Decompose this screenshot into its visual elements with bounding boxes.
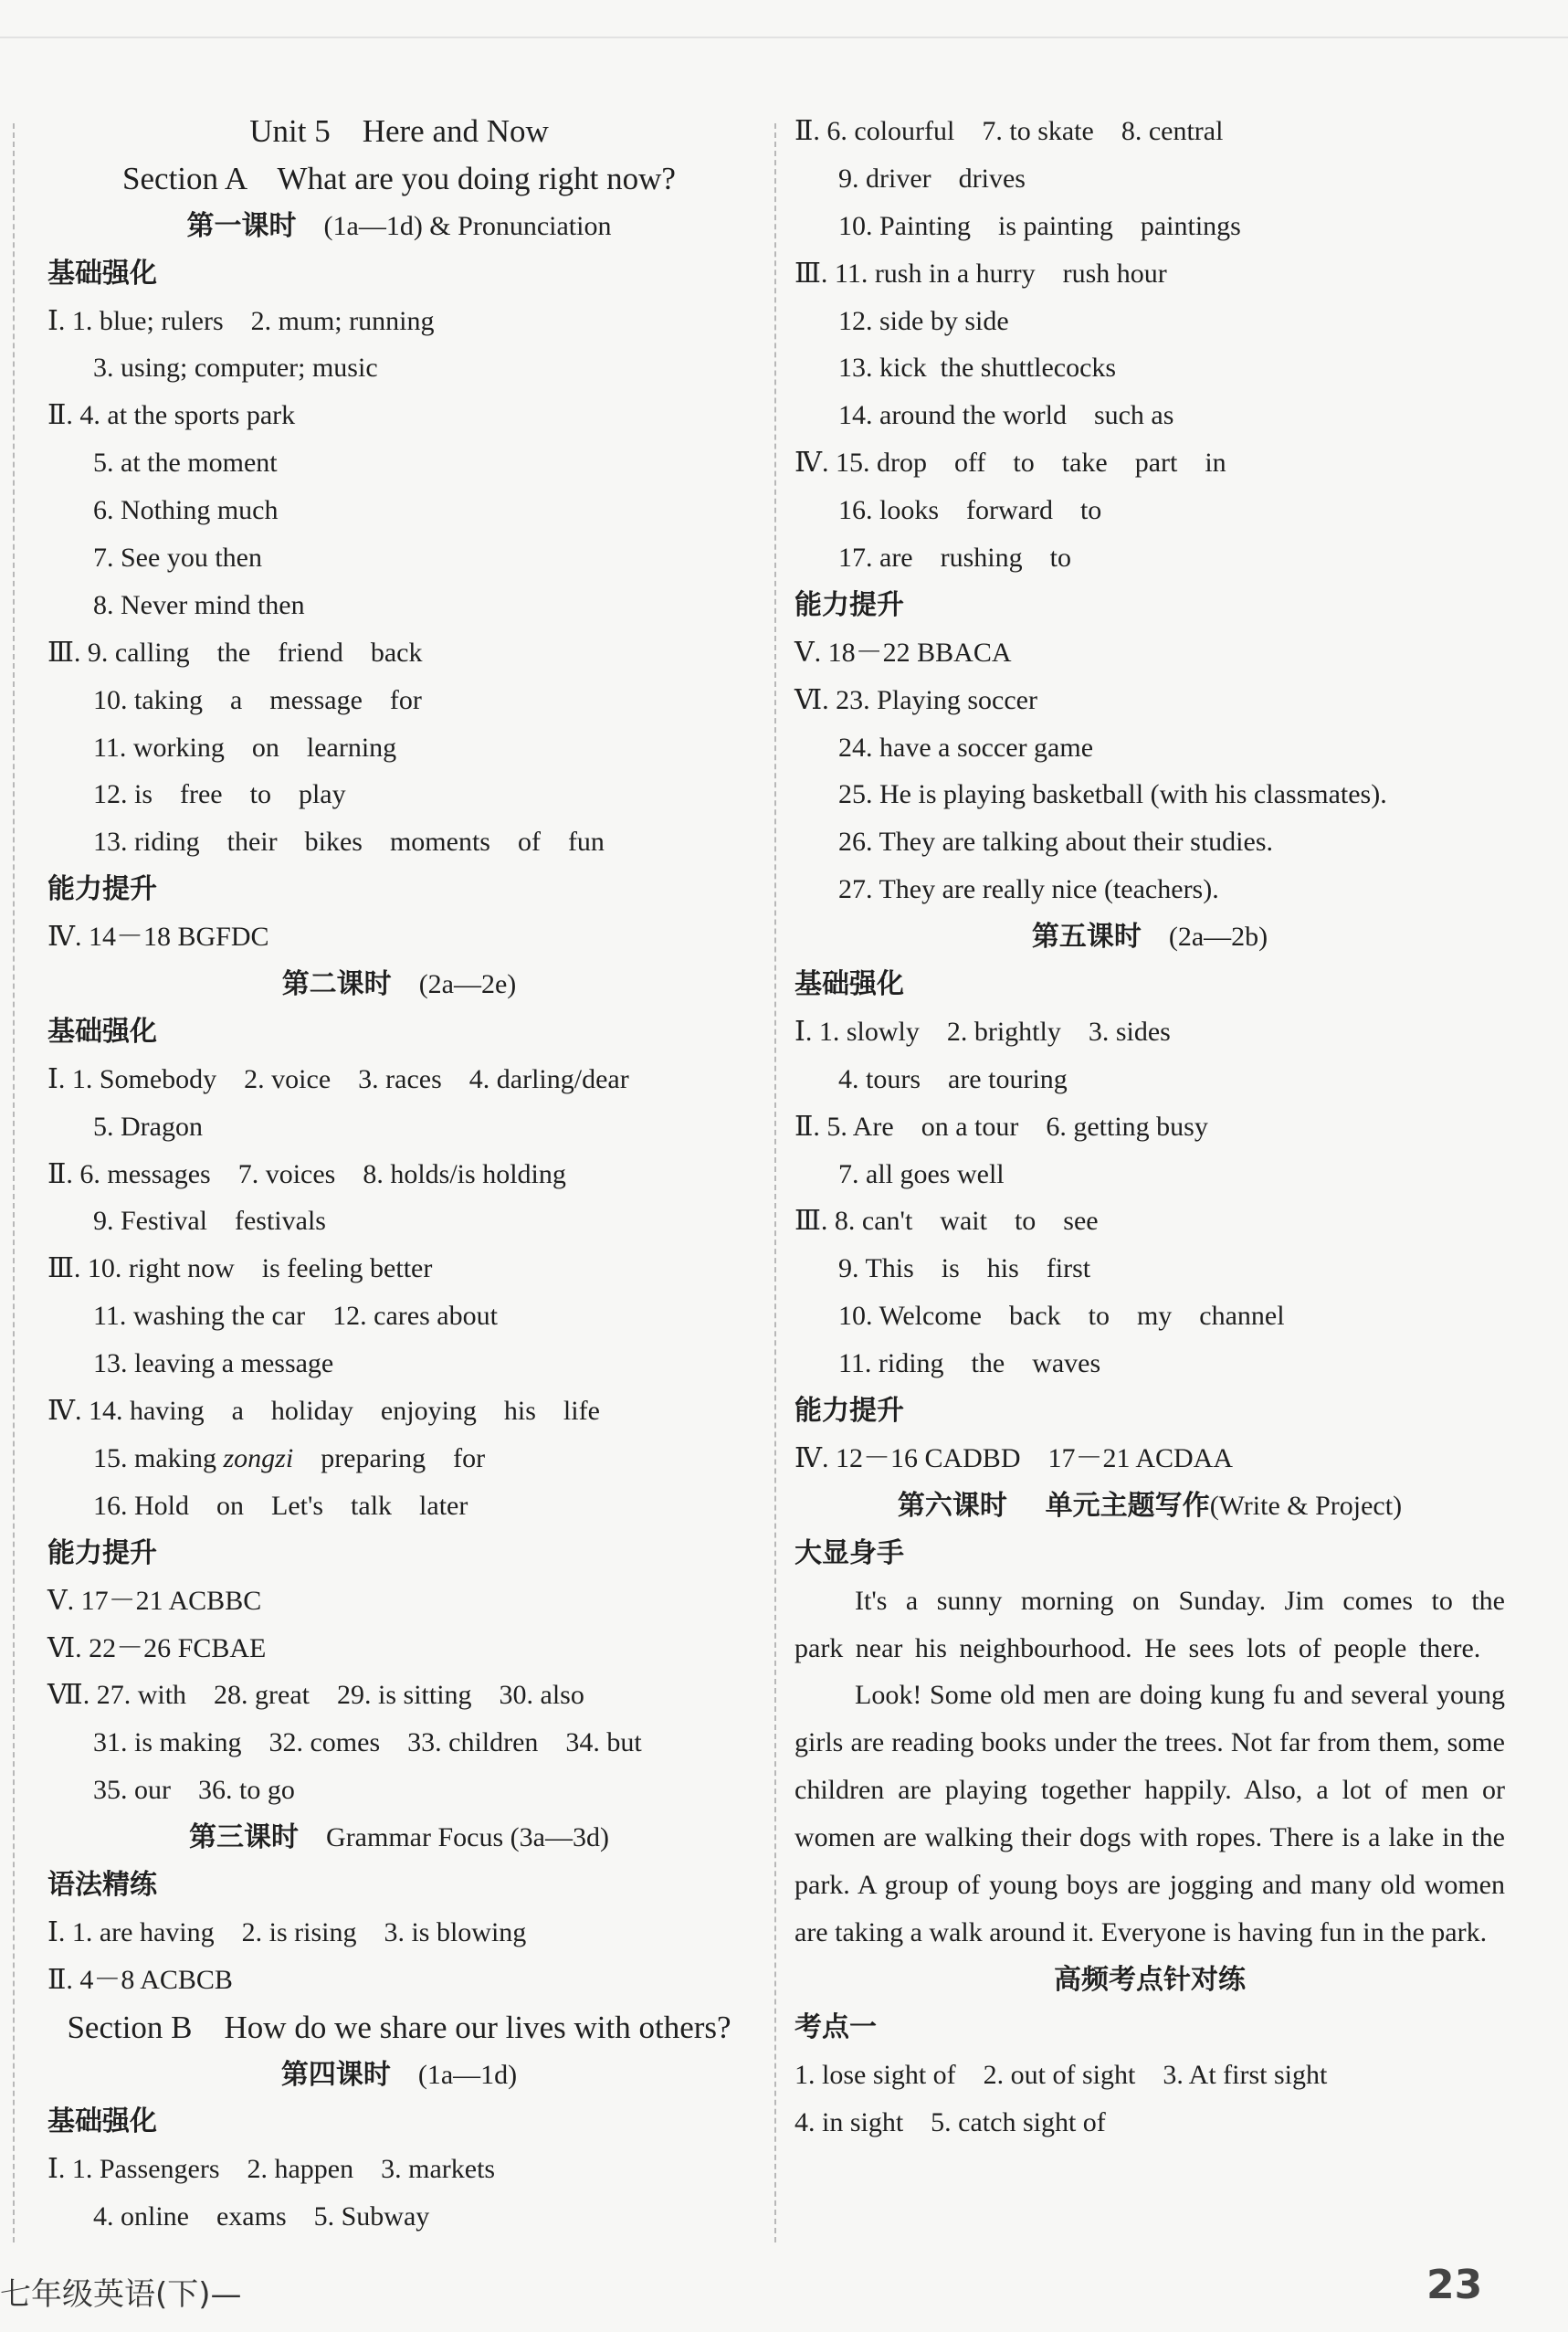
answer-line: 24. have a soccer game — [838, 732, 1094, 763]
answer-line: 13. riding their bikes moments of fun — [93, 827, 605, 858]
answer-line: 35. our 36. to go — [93, 1775, 295, 1806]
answer-line: 27. They are really nice (teachers). — [838, 874, 1219, 905]
answer-line: Ⅳ. 15. drop off to take part in — [795, 448, 1226, 479]
answer-line: Ⅲ. 11. rush in a hurry rush hour — [795, 258, 1167, 289]
answer-line: Ⅳ. 12－16 CADBD 17－21 ACDAA — [795, 1442, 1233, 1473]
answer-line: Ⅰ. 1. blue; rulers 2. mum; running — [47, 305, 435, 336]
answer-line: Ⅶ. 27. with 28. great 29. is sitting 30. also — [47, 1680, 584, 1711]
answer-line: Ⅰ. 1. are having 2. is rising 3. is blowing — [47, 1916, 527, 1947]
answer-line: 7. all goes well — [838, 1158, 1005, 1189]
lesson-3-label: 第三课时 — [189, 1821, 300, 1854]
answer-line: Ⅰ. 1. Passengers 2. happen 3. markets — [47, 2154, 496, 2185]
lesson-4-heading — [47, 2052, 751, 2099]
right-column — [795, 108, 1505, 2146]
answer-line: 9. driver drives — [838, 163, 1026, 194]
answer-line: 11. working on learning — [93, 732, 397, 763]
answer-line: Ⅳ. 14. having a holiday enjoying his life — [47, 1396, 600, 1427]
answer-line: Ⅲ. 9. calling the friend back — [47, 637, 423, 668]
left-column — [47, 108, 751, 2241]
answer-line: 16. looks forward to — [838, 495, 1102, 526]
answer-italic-word: zongzi — [223, 1442, 294, 1473]
answer-line: 10. Welcome back to my channel — [838, 1301, 1285, 1332]
practice-title: 高频考点针对练 — [1054, 1963, 1246, 1996]
answer-line: 26. They are talking about their studies. — [838, 827, 1274, 858]
footer-book-title: 七年级英语(下)— — [0, 2276, 242, 2313]
lesson-6-heading — [795, 1483, 1505, 1530]
lesson-5-range: (2a—2b) — [1168, 922, 1268, 953]
lesson-2-heading — [47, 961, 751, 1008]
lesson-5-heading — [795, 913, 1505, 961]
ability-heading: 能力提升 — [47, 1536, 157, 1569]
answer-line: 5. at the moment — [93, 448, 278, 479]
answer-line: 4. tours are touring — [838, 1063, 1068, 1094]
essay-paragraph-2: Look! Some old men are doing kung fu and several young girls are reading books under the trees. Not far from them, some children are playing together happily. Also, a lot of men or women are walking their dogs with ropes. There is a lake in the park. A group of young boys are jogging and many old women are taking a walk around it. Everyone is having fun in the park. — [795, 1680, 1505, 1947]
answer-line: 14. around the world such as — [838, 400, 1174, 431]
point-1-heading: 考点一 — [795, 2010, 877, 2043]
lesson-5-label: 第五课时 — [1031, 921, 1142, 954]
answer-line: 13. leaving a message — [93, 1348, 334, 1379]
answer-line: Ⅴ. 18－22 BBACA — [795, 637, 1012, 668]
answer-line: Ⅱ. 4. at the sports park — [47, 400, 296, 431]
lesson-1-label: 第一课时 — [186, 209, 297, 242]
lesson-4-label: 第四课时 — [280, 2058, 391, 2091]
lesson-6-label: 第六课时 单元主题写作 — [897, 1489, 1210, 1522]
answer-line: 10. Painting is painting paintings — [838, 210, 1241, 241]
lesson-1-range: (1a—1d) & Pronunciation — [323, 210, 612, 241]
ability-heading: 能力提升 — [795, 588, 904, 621]
section-a-title: Section A What are you doing right now? — [122, 160, 676, 196]
answer-line: Ⅳ. 14－18 BGFDC — [47, 922, 269, 953]
answer-line: 11. riding the waves — [838, 1348, 1101, 1379]
grammar-heading: 语法精练 — [47, 1868, 157, 1901]
ability-heading: 能力提升 — [47, 873, 157, 906]
answer-line: Ⅱ. 6. messages 7. voices 8. holds/is holding — [47, 1158, 566, 1189]
ability-heading: 能力提升 — [795, 1395, 904, 1428]
basic-heading: 基础强化 — [47, 257, 157, 290]
answer-line: Ⅲ. 8. can't wait to see — [795, 1206, 1099, 1237]
answer-line: 4. in sight 5. catch sight of — [795, 2106, 1106, 2137]
answer-line: Ⅴ. 17－21 ACBBC — [47, 1585, 262, 1616]
lesson-2-range: (2a—2e) — [418, 969, 517, 1000]
answer-text: preparing for — [293, 1442, 486, 1473]
lesson-3-heading — [47, 1814, 751, 1862]
page-number: 23 — [1426, 2262, 1483, 2308]
answer-line: 3. using; computer; music — [93, 353, 378, 384]
answer-line: 17. are rushing to — [838, 543, 1071, 574]
answer-line: Ⅰ. 1. Somebody 2. voice 3. races 4. darling/dear — [47, 1063, 629, 1094]
answer-line: 25. He is playing basketball (with his classmates). — [838, 779, 1387, 810]
answer-line: 6. Nothing much — [93, 495, 279, 526]
answer-line: 12. side by side — [838, 305, 1009, 336]
lesson-6-range: (Write & Project) — [1209, 1490, 1403, 1521]
answer-line: 11. washing the car 12. cares about — [93, 1301, 498, 1332]
basic-heading: 基础强化 — [795, 968, 904, 1001]
answer-line: 13. kick the shuttlecocks — [838, 353, 1117, 384]
left-margin-dashed-rule — [13, 123, 15, 2242]
center-dashed-divider — [774, 123, 776, 2242]
answer-text: 15. making — [93, 1442, 224, 1473]
lesson-1-heading — [47, 203, 751, 250]
answer-line: 8. Never mind then — [93, 589, 305, 620]
answer-line: Ⅱ. 6. colourful 7. to skate 8. central — [795, 116, 1224, 146]
answer-line: Ⅱ. 4－8 ACBCB — [47, 1964, 233, 1995]
answer-line: Ⅰ. 1. slowly 2. brightly 3. sides — [795, 1016, 1171, 1047]
answer-line: Ⅵ. 23. Playing soccer — [795, 684, 1037, 715]
answer-line: 10. taking a message for — [93, 684, 422, 715]
section-b-title: Section B How do we share our lives with others? — [67, 2009, 731, 2045]
lesson-2-label: 第二课时 — [281, 968, 392, 1001]
top-rule — [0, 37, 1568, 38]
basic-heading: 基础强化 — [47, 2105, 157, 2138]
answer-line: 7. See you then — [93, 543, 262, 574]
basic-heading: 基础强化 — [47, 1015, 157, 1048]
answer-line: 1. lose sight of 2. out of sight 3. At first sight — [795, 2059, 1328, 2090]
lesson-4-range: (1a—1d) — [417, 2059, 518, 2090]
answer-line: 4. online exams 5. Subway — [93, 2201, 430, 2232]
answer-line: 12. is free to play — [93, 779, 346, 810]
unit-title: Unit 5 Here and Now — [249, 113, 549, 149]
show-heading: 大显身手 — [795, 1536, 904, 1569]
answer-line: 9. Festival festivals — [93, 1206, 326, 1237]
answer-line — [47, 1435, 751, 1483]
answer-line: 16. Hold on Let's talk later — [93, 1490, 468, 1521]
answer-line: Ⅲ. 10. right now is feeling better — [47, 1253, 433, 1284]
answer-line: Ⅵ. 22－26 FCBAE — [47, 1632, 267, 1663]
essay-paragraph-1: It's a sunny morning on Sunday. Jim comes to the park near his neighbourhood. He sees lots of people there. — [795, 1585, 1505, 1663]
lesson-3-range: Grammar Focus (3a—3d) — [326, 1822, 609, 1853]
answer-line: 31. is making 32. comes 33. children 34. but — [93, 1727, 642, 1758]
answer-line: Ⅱ. 5. Are on a tour 6. getting busy — [795, 1111, 1208, 1142]
answer-line: 9. This is his first — [838, 1253, 1091, 1284]
answer-line: 5. Dragon — [93, 1111, 203, 1142]
